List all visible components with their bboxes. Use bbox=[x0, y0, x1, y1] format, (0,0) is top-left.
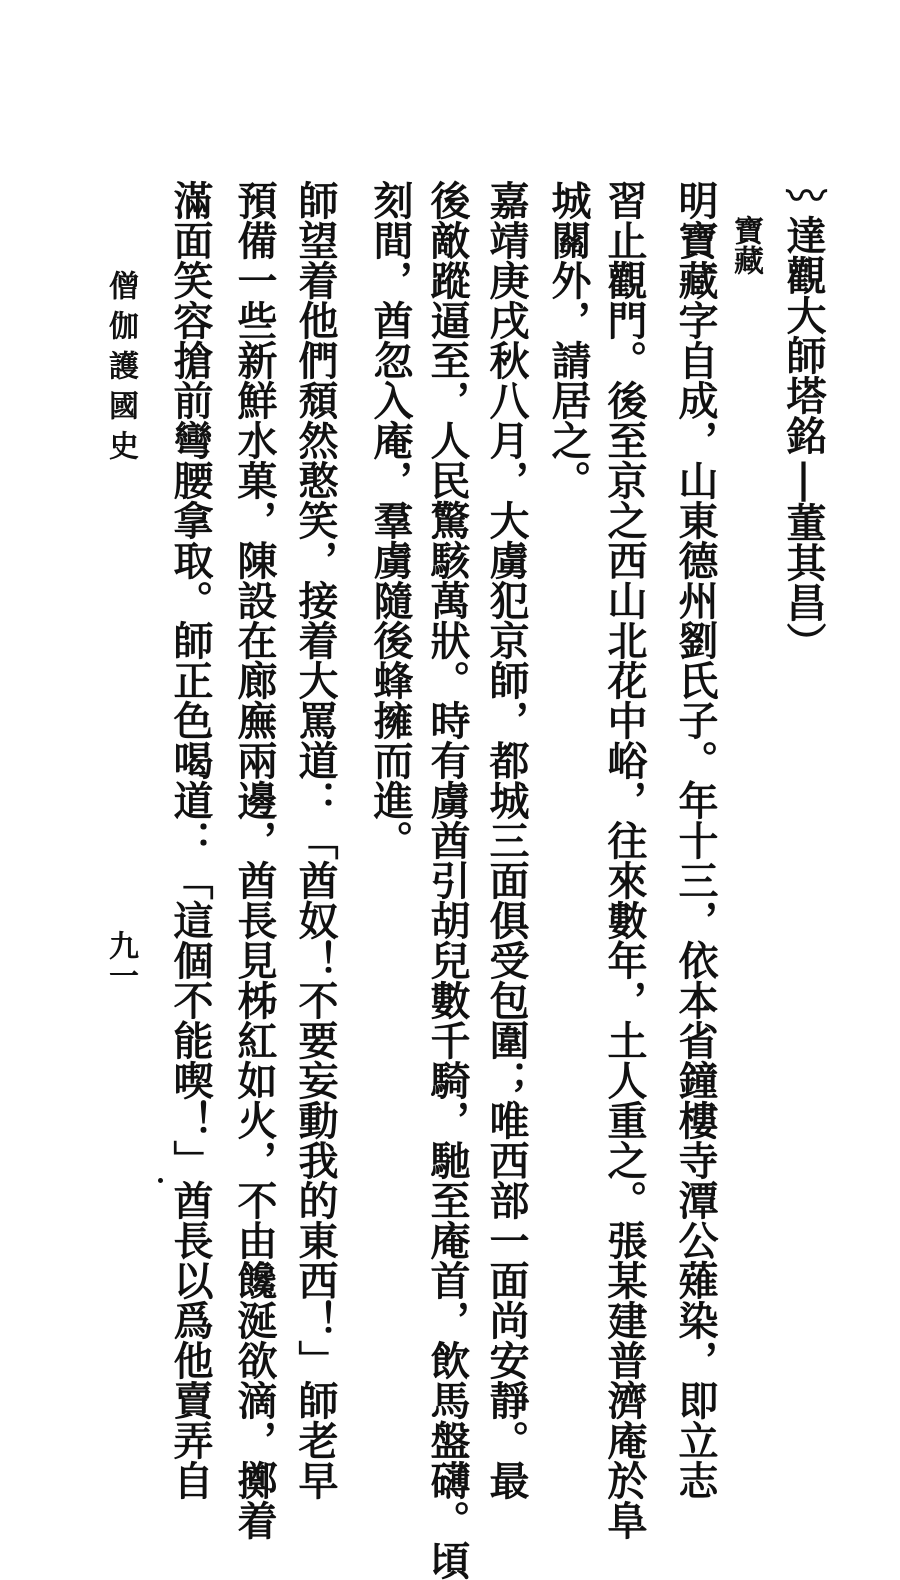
text-column: 城關外，請居之。 bbox=[545, 180, 592, 500]
text-column: 刻間，酋忽入庵，羣虜隨後蜂擁而進。 bbox=[367, 180, 414, 860]
text-column: 習止觀門。後至京之西山北花中峪，往來數年，土人重之。張某建普濟庵於阜 bbox=[601, 180, 648, 1540]
text-column: 滿面笑容搶前彎腰拿取。師正色喝道：「這個不能喫！」酋長以爲他賣弄自 bbox=[167, 180, 214, 1500]
subject-name: 寶藏 bbox=[728, 215, 763, 275]
article-title: 〰達觀大師塔銘|董其昌︶ bbox=[780, 175, 827, 662]
text-column: 嘉靖庚戌秋八月，大虜犯京師，都城三面俱受包圍；唯西部一面尚安靜。最 bbox=[483, 180, 530, 1500]
running-title: 僧伽護國史 bbox=[103, 270, 138, 470]
text-column: 師望着他們頹然憨笑，接着大罵道：「酋奴！不要妄動我的東西！」師老早 bbox=[292, 180, 339, 1500]
text-column: 預備一些新鮮水菓，陳設在廊廡兩邊，酋長見柹紅如火，不由饞涎欲滴，擲着 bbox=[231, 180, 278, 1540]
text-column: 後敵蹤逼至，人民驚駭萬狀。時有虜酋引胡兒數千騎，馳至庵首，飲馬盤礴。頃 bbox=[424, 180, 471, 1580]
ink-dot bbox=[158, 1178, 163, 1183]
text-column: 明寶藏字自成，山東德州劉氏子。年十三，依本省鐘樓寺潭公薙染，即立志 bbox=[672, 180, 719, 1500]
page-number: 九一 bbox=[103, 930, 138, 990]
